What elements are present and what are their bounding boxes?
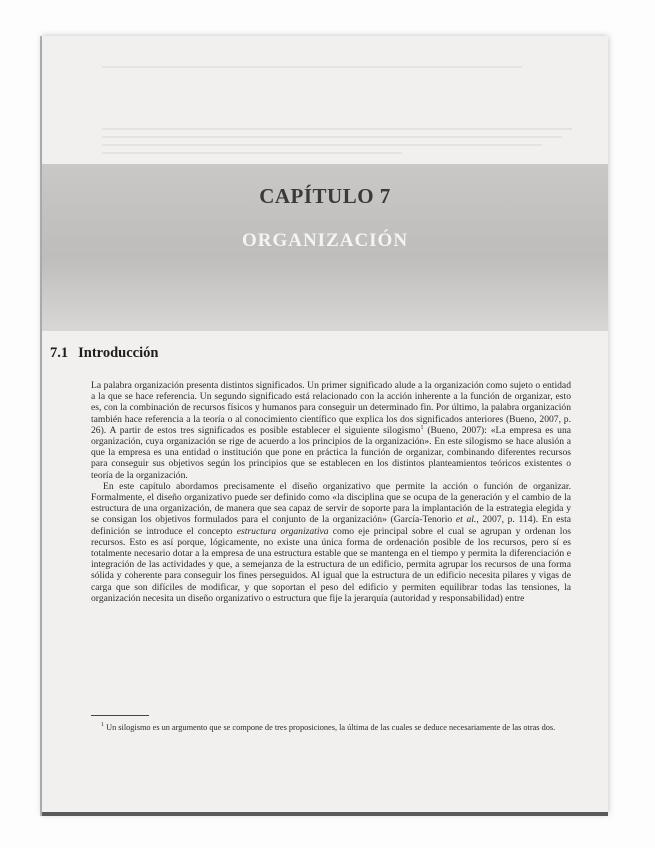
- paragraph-text: (Bueno, 2007): «La empresa es una organización, cuya organización se rige de acuerdo a los principios de la organización». En este silogismo se hace alusión a que la empresa es una entidad o institución que pone en práctica la función de organizar, combinando diferentes recursos para conseguir sus objetivos según los principios que se establecen en los distintos planteamientos teóricos existentes o teoría de la organización.: [91, 424, 571, 481]
- footnote-reference: 1: [420, 424, 424, 431]
- bleed-through-line: [102, 144, 542, 146]
- bleed-through-line: [102, 66, 522, 68]
- book-page: [42, 36, 608, 814]
- paragraph-text: , 2007, p. 114). En esta definición se introduce el concepto: [91, 514, 572, 537]
- paragraph: [91, 481, 571, 604]
- section-heading: [50, 345, 158, 362]
- section-title: Introducción: [78, 345, 159, 361]
- citation-etal: et al.: [455, 514, 477, 526]
- footnote: [91, 723, 571, 733]
- bleed-through-line: [102, 128, 572, 130]
- paragraph-text: En este capítulo abordamos precisamente el diseño organizativo que permite la acción o función de organizar. Formalmente, el diseño organizativo puede ser definido como «la disciplina que se ocupa de la generación y el cambio de la estructura de una organización, de manera que sea capaz de servir de soporte para la implantación de la estrategia elegida y se consigan los objetivos formulados para el conjunto de la organización» (García-Tenorio: [91, 480, 571, 526]
- section-number: 7.1: [50, 345, 69, 361]
- term-emphasis: estructura organizativa: [236, 525, 329, 537]
- footnote-text: Un silogismo es un argumento que se compone de tres proposiciones, la última de las cuales se deduce necesariamente de las otras dos.: [104, 723, 556, 732]
- body-text: [91, 380, 571, 604]
- bleed-through-line: [102, 152, 402, 154]
- chapter-title: ORGANIZACIÓN: [241, 230, 409, 251]
- bleed-through-line: [102, 136, 562, 138]
- footnote-number: 1: [101, 722, 104, 729]
- footnote-rule: [91, 715, 149, 716]
- chapter-label: CAPÍTULO 7: [259, 184, 391, 208]
- paragraph-text: La palabra organización presenta distintos significados. Un primer significado alude a la organización como sujeto o entidad a la que se hace referencia. Un segundo significado está relacionado con la acción inherente a la función de organizar, esto es, con la combinación de recursos físicos y humanos para conseguir un determinado fin. Por último, la palabra organización también hace referencia a la teoría o al conocimiento científico que explica los dos significados anteriores (Bueno, 2007, p. 26). A partir de estos tres significados es posible establecer el siguiente silogismo: [91, 380, 571, 436]
- page-bottom-edge: [42, 812, 608, 816]
- paragraph: [91, 380, 571, 481]
- paragraph-text: como eje principal sobre el cual se agrupan y ordenan los recursos. Esto es así porque, lógicamente, no existe una única forma de ordenación posible de los recursos, pero sí es totalmente necesario dotar a la empresa de una estructura estable que se mantenga en el tiempo y permita la diferenciación e integración de las actividades y que, a semejanza de la estructura de un edificio, permita agrupar los recursos de una forma sólida y coherente para conseguir los fines perseguidos. Al igual que la estructura de un edificio necesita pilares y vigas de carga que son difíciles de modificar, y que soportan el peso del edificio y permiten equilibrar todas las tensiones, la organización necesita un diseño organizativo o estructura que fije la jerarquía (autoridad y responsabilidad) entre: [91, 525, 571, 604]
